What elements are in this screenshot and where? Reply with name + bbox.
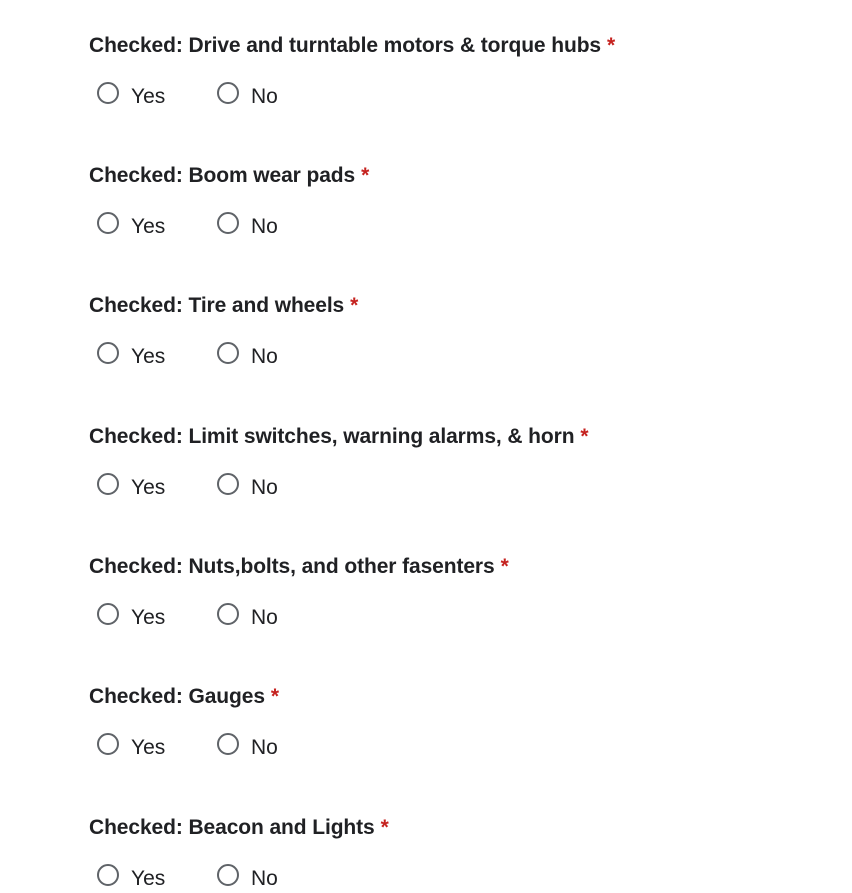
question-limit-switches <box>89 404 829 514</box>
required-asterisk: * <box>270 685 279 708</box>
required-asterisk: * <box>607 34 616 57</box>
radio-button-yes[interactable] <box>97 864 119 886</box>
no-label: No <box>251 85 278 108</box>
yes-label: Yes <box>131 606 166 629</box>
question-title: Checked: Beacon and Lights * <box>89 816 389 839</box>
radio-button-no[interactable] <box>217 82 239 104</box>
radio-button-no[interactable] <box>217 212 239 234</box>
yes-label: Yes <box>131 215 166 238</box>
radio-button-yes[interactable] <box>97 212 119 234</box>
radio-button-yes[interactable] <box>97 342 119 364</box>
yes-label: Yes <box>131 345 166 368</box>
question-tire-wheels <box>89 273 829 383</box>
question-title: Checked: Nuts,bolts, and other fasenters * <box>89 555 509 578</box>
no-label: No <box>251 606 278 629</box>
yes-label: Yes <box>131 85 166 108</box>
required-asterisk: * <box>500 555 509 578</box>
radio-button-yes[interactable] <box>97 733 119 755</box>
question-title: Checked: Gauges * <box>89 685 279 708</box>
question-title: Checked: Boom wear pads * <box>89 164 370 187</box>
radio-button-yes[interactable] <box>97 82 119 104</box>
question-beacon-lights <box>89 795 829 890</box>
required-asterisk: * <box>361 164 370 187</box>
no-label: No <box>251 736 278 759</box>
no-label: No <box>251 215 278 238</box>
question-drive-motors <box>89 13 829 123</box>
no-label: No <box>251 345 278 368</box>
required-asterisk: * <box>350 294 359 317</box>
radio-button-no[interactable] <box>217 342 239 364</box>
required-asterisk: * <box>380 816 389 839</box>
radio-button-yes[interactable] <box>97 473 119 495</box>
question-title: Checked: Drive and turntable motors & torque hubs * <box>89 34 616 57</box>
yes-label: Yes <box>131 867 166 890</box>
question-nuts-bolts <box>89 534 829 644</box>
radio-button-no[interactable] <box>217 473 239 495</box>
radio-button-no[interactable] <box>217 733 239 755</box>
question-title: Checked: Tire and wheels * <box>89 294 359 317</box>
yes-label: Yes <box>131 736 166 759</box>
question-boom-wear-pads <box>89 143 829 253</box>
yes-label: Yes <box>131 476 166 499</box>
required-asterisk: * <box>580 425 589 448</box>
radio-button-yes[interactable] <box>97 603 119 625</box>
question-title: Checked: Limit switches, warning alarms, & horn * <box>89 425 589 448</box>
radio-button-no[interactable] <box>217 603 239 625</box>
radio-button-no[interactable] <box>217 864 239 886</box>
no-label: No <box>251 476 278 499</box>
no-label: No <box>251 867 278 890</box>
question-gauges <box>89 664 829 774</box>
